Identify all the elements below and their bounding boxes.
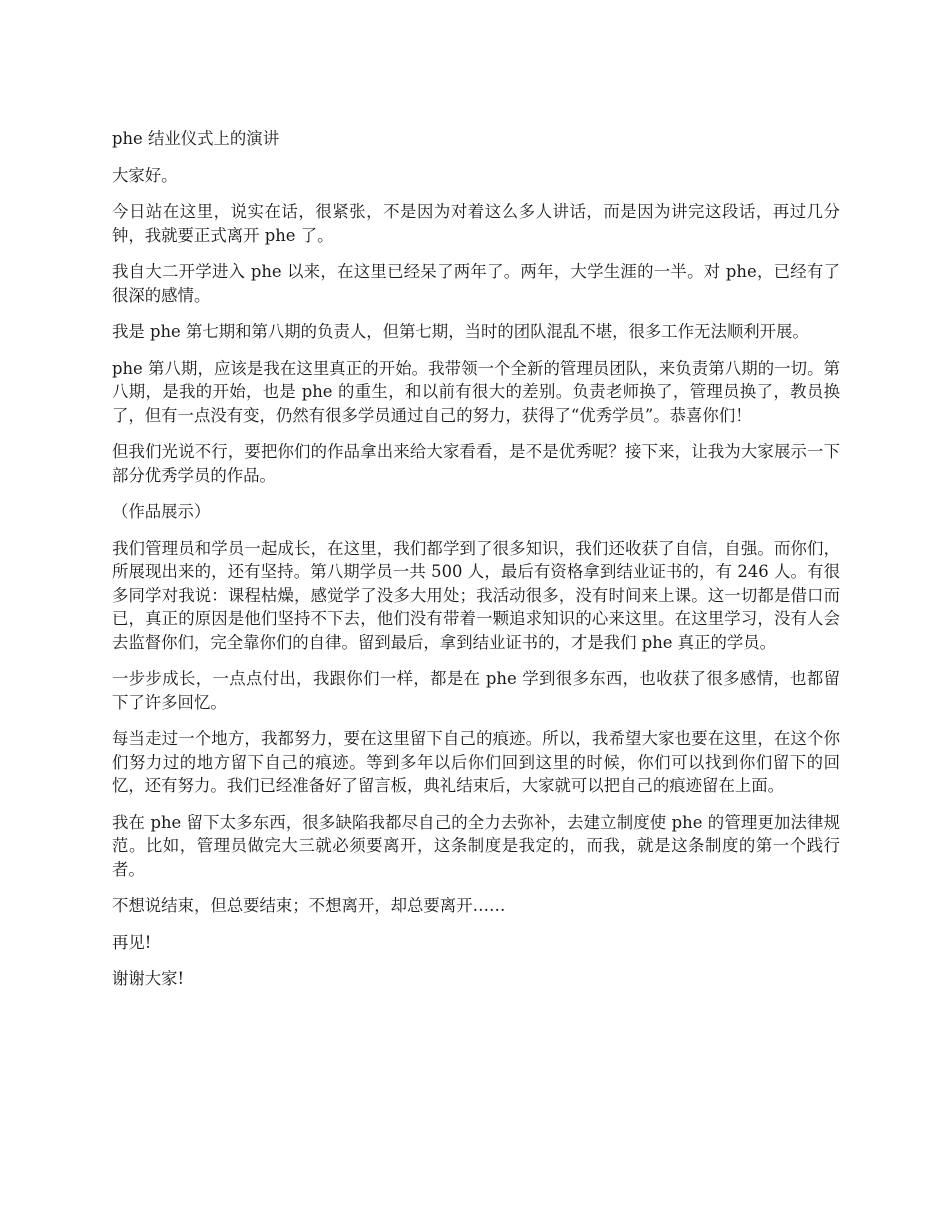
paragraph: 今日站在这里，说实在话，很紧张，不是因为对着这么多人讲话，而是因为讲完这段话，再过几分钟，我就要正式离开 phe 了。 [112,202,840,245]
paragraph: 每当走过一个地方，我都努力，要在这里留下自己的痕迹。所以，我希望大家也要在这里，在这个你们努力过的地方留下自己的痕迹。等到多年以后你们回到这里的时候，你们可以找到你们留下的回忆，还有努力。我们已经准备好了留言板，典礼结束后，大家就可以把自己的痕迹留在上面。 [112,729,840,795]
paragraph: 一步步成长，一点点付出，我跟你们一样，都是在 phe 学到很多东西，也收获了很多感情，也都留下了许多回忆。 [112,669,840,712]
paragraph: 我自大二开学进入 phe 以来，在这里已经呆了两年了。两年，大学生涯的一半。对 phe，已经有了很深的感情。 [112,262,840,305]
paragraph: 我们管理员和学员一起成长，在这里，我们都学到了很多知识，我们还收获了自信，自强。而你们，所展现出来的，还有坚持。第八期学员一共 500 人，最后有资格拿到结业证书的，有 246 人。有很多同学对我说：课程枯燥，感觉学了没多大用处；我活动很多，没有时间来上课。这一切都是借口而已，真正的原因是他们坚持不下去，他们没有带着一颗追求知识的心来这里。在这里学习，没有人会去监督你们，完全靠你们的自律。留到最后，拿到结业证书的，才是我们 phe 真正的学员。 [112,538,840,652]
paragraph-farewell: 再见! [112,932,152,952]
paragraph: 我是 phe 第七期和第八期的负责人，但第七期，当时的团队混乱不堪，很多工作无法顺利开展。 [112,322,809,341]
paragraph-closing: 不想说结束，但总要结束；不想离开，却总要离开…… [112,896,506,915]
paragraph: phe 第八期，应该是我在这里真正的开始。我带领一个全新的管理员团队，来负责第八期的一切。第八期，是我的开始，也是 phe 的重生，和以前有很大的差别。负责老师换了，管理员换了，教员换了，但有一点没有变，仍然有很多学员通过自己的努力，获得了“优秀学员”。恭喜你们！ [112,358,840,425]
document-title: phe 结业仪式上的演讲 [112,129,280,148]
paragraph-greeting: 大家好。 [112,165,178,185]
paragraph-thanks: 谢谢大家! [112,969,185,988]
paragraph: 我在 phe 留下太多东西，很多缺陷我都尽自己的全力去弥补，去建立制度使 phe 的管理更加法律规范。比如，管理员做完大三就必须要离开，这条制度是我定的，而我，就是这条制度的第一个践行者。 [112,812,840,879]
paragraph-works-display-note: （作品展示） [112,502,211,521]
paragraph: 但我们光说不行，要把你们的作品拿出来给大家看看，是不是优秀呢？接下来，让我为大家展示一下部分优秀学员的作品。 [112,442,840,485]
